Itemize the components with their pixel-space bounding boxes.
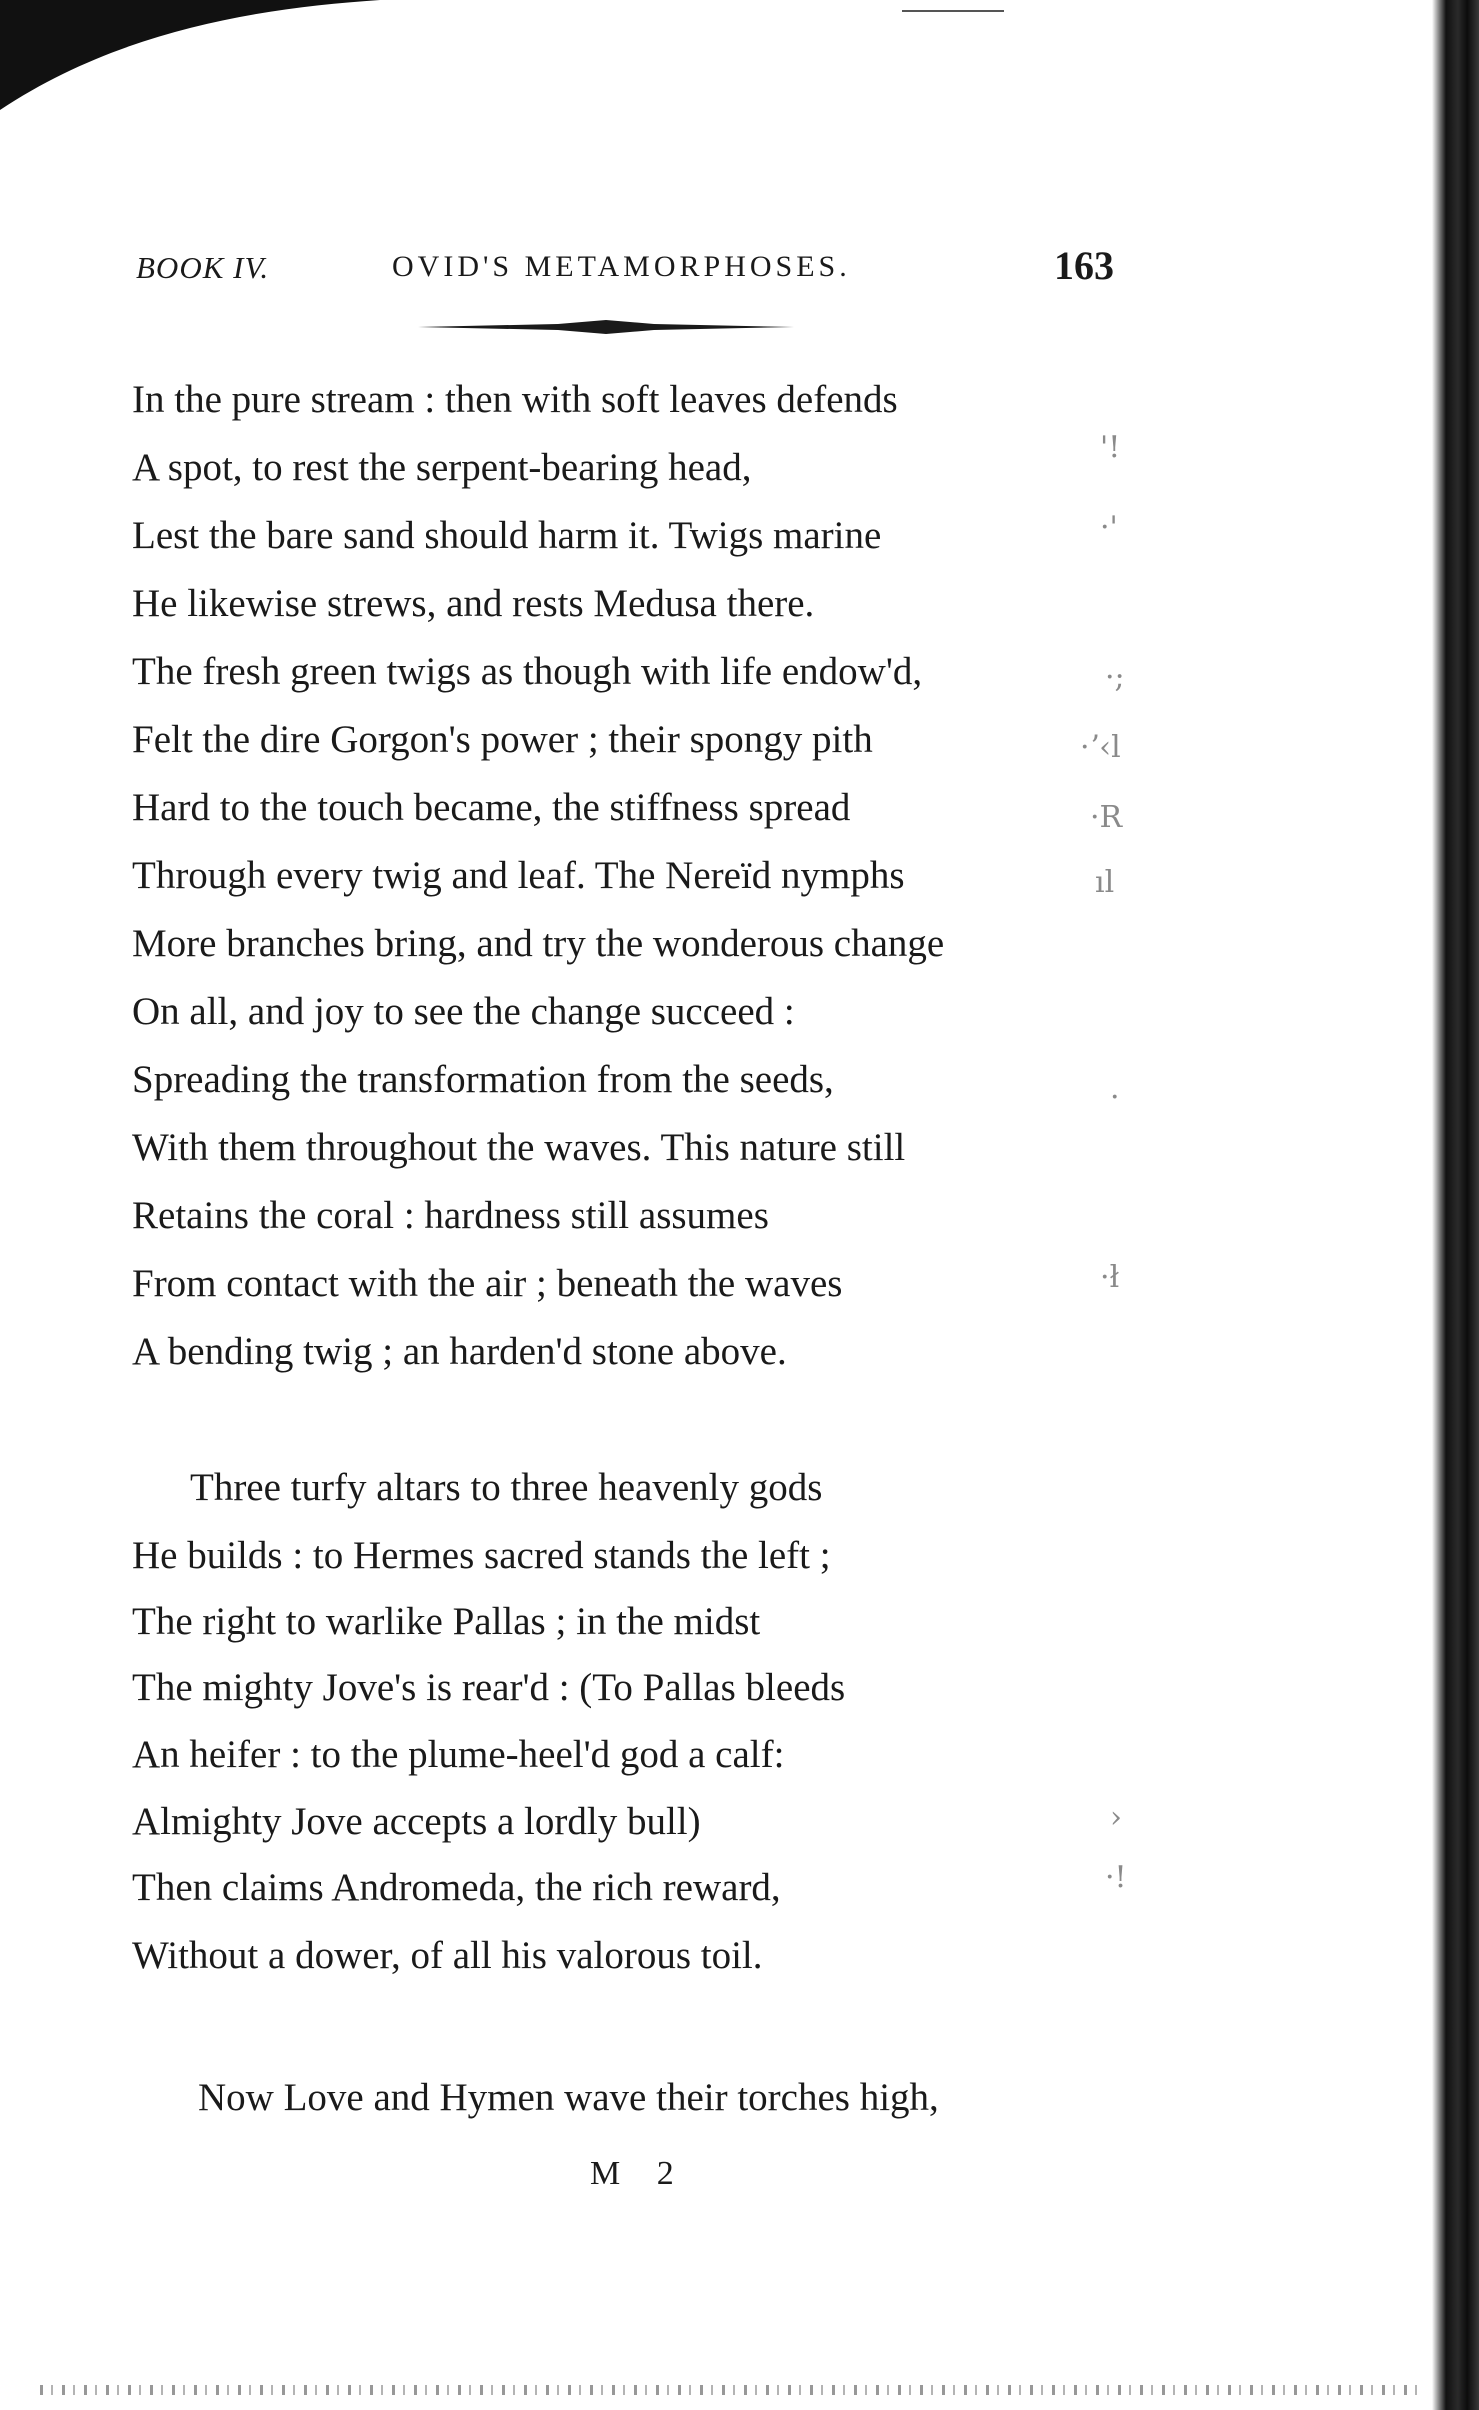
show-through-mark: ·R [1090, 800, 1123, 835]
verse-line: A bending twig ; an harden'd stone above. [132, 1330, 787, 1373]
verse-line: Without a dower, of all his valorous toil. [132, 1934, 763, 1977]
show-through-mark: · [1110, 1080, 1120, 1115]
verse-line: Then claims Andromeda, the rich reward, [132, 1866, 781, 1909]
verse-line: The fresh green twigs as though with life endow'd, [132, 650, 923, 693]
head-rule-ornament [418, 320, 794, 334]
scan-corner-shadow [0, 0, 380, 140]
verse-line: He likewise strews, and rests Medusa there. [132, 582, 815, 625]
show-through-mark: ·! [1105, 1860, 1127, 1895]
verse-line: The right to warlike Pallas ; in the midst [132, 1600, 761, 1643]
scan-bottom-dust [40, 2385, 1420, 2395]
book-number: BOOK IV. [136, 250, 270, 285]
show-through-mark: ·ł [1100, 1260, 1120, 1295]
page-number: 163 [1054, 243, 1114, 288]
verse-line: In the pure stream : then with soft leaves defends [132, 378, 898, 421]
signature-mark: M 2 [590, 2155, 688, 2192]
scan-right-edge [1432, 0, 1479, 2410]
verse-line: More branches bring, and try the wonderous change [132, 922, 945, 965]
verse-line: Now Love and Hymen wave their torches high, [198, 2076, 939, 2119]
verse-line: Felt the dire Gorgon's power ; their spongy pith [132, 718, 873, 761]
verse-line: Retains the coral : hardness still assumes [132, 1194, 769, 1237]
show-through-mark: › [1110, 1800, 1122, 1835]
show-through-mark: ıl [1095, 865, 1115, 900]
verse-line: From contact with the air ; beneath the waves [132, 1262, 843, 1305]
verse-line: On all, and joy to see the change succeed : [132, 990, 795, 1033]
running-head [132, 238, 1132, 298]
verse-line: Spreading the transformation from the seeds, [132, 1058, 834, 1101]
show-through-mark: ·; [1105, 660, 1125, 695]
show-through-mark: '! [1100, 430, 1121, 465]
show-through-mark: ·' [1100, 510, 1118, 545]
verse-line: A spot, to rest the serpent-bearing head, [132, 446, 752, 489]
verse-line: Three turfy altars to three heavenly gods [190, 1466, 823, 1509]
verse-line: An heifer : to the plume-heel'd god a calf: [132, 1733, 785, 1776]
verse-line: Lest the bare sand should harm it. Twigs marine [132, 514, 882, 557]
running-head-title: OVID'S METAMORPHOSES. [392, 250, 851, 283]
verse-line: Through every twig and leaf. The Nereïd nymphs [132, 854, 905, 897]
verse-line: He builds : to Hermes sacred stands the left ; [132, 1534, 831, 1577]
verse-line: Almighty Jove accepts a lordly bull) [132, 1800, 701, 1843]
verse-line: With them throughout the waves. This nature still [132, 1126, 906, 1169]
show-through-mark: ·ʼ‹l [1080, 730, 1121, 765]
margin-show-through [1040, 430, 1160, 2040]
verse-line: The mighty Jove's is rear'd : (To Pallas bleeds [132, 1666, 846, 1709]
verse-line: Hard to the touch became, the stiffness spread [132, 786, 851, 829]
scan-top-artifact [902, 10, 1004, 12]
